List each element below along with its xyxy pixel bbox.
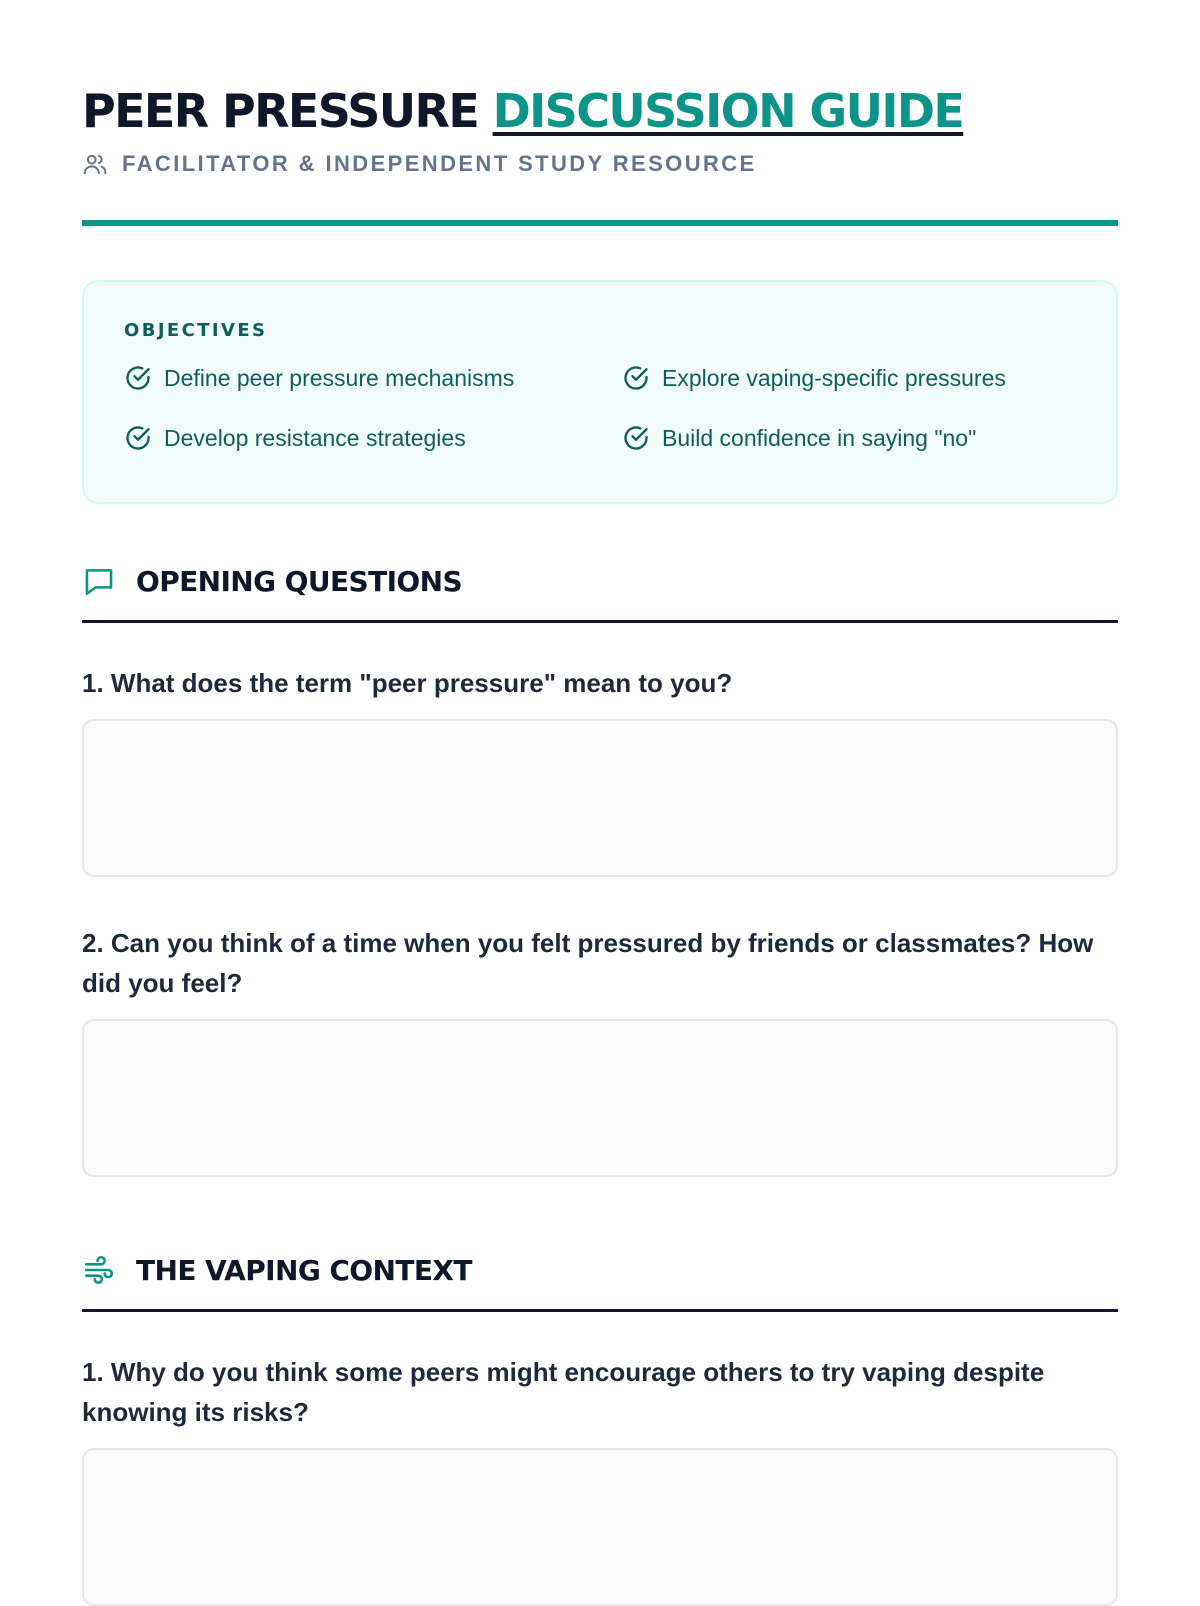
- question-text: 1. Why do you think some peers might encourage others to try vaping despite knowing its risks?: [82, 1357, 1045, 1427]
- question-item: [82, 1352, 1118, 1606]
- check-circle-icon: [124, 424, 152, 452]
- check-circle-icon: [622, 364, 650, 392]
- header-divider: [82, 220, 1118, 226]
- page-subtitle: FACILITATOR & INDEPENDENT STUDY RESOURCE: [122, 151, 757, 176]
- question-item: [82, 923, 1118, 1177]
- message-square-icon: [82, 564, 116, 598]
- page-title: [82, 82, 1118, 140]
- objective-label: Define peer pressure mechanisms: [164, 364, 515, 391]
- objective-item: [622, 359, 1076, 397]
- objective-label: Develop resistance strategies: [164, 424, 466, 451]
- section-header: [82, 560, 1118, 623]
- objective-item: [124, 419, 622, 457]
- users-icon: [82, 151, 108, 177]
- objective-item: [124, 359, 622, 397]
- answer-input[interactable]: [82, 719, 1118, 877]
- question-text: 1. What does the term "peer pressure" mean to you?: [82, 668, 733, 698]
- objective-label: Explore vaping-specific pressures: [662, 364, 1006, 391]
- question-item: [82, 663, 1118, 877]
- answer-input[interactable]: [82, 1019, 1118, 1177]
- subtitle-row: [82, 150, 1118, 178]
- answer-input[interactable]: [82, 1448, 1118, 1606]
- title-accent: DISCUSSION GUIDE: [492, 84, 964, 138]
- section-opening-questions: [82, 560, 1118, 1177]
- section-header: [82, 1249, 1118, 1312]
- section-title: THE VAPING CONTEXT: [136, 1253, 472, 1287]
- question-text: 2. Can you think of a time when you felt pressured by friends or classmates? How did you feel?: [82, 928, 1094, 998]
- section-title: OPENING QUESTIONS: [136, 564, 463, 598]
- objective-item: [622, 419, 1076, 457]
- objective-label: Build confidence in saying "no": [662, 424, 977, 451]
- objectives-panel: [82, 280, 1118, 504]
- section-vaping-context: [82, 1249, 1118, 1606]
- check-circle-icon: [622, 424, 650, 452]
- wind-icon: [82, 1253, 116, 1287]
- check-circle-icon: [124, 364, 152, 392]
- title-main: PEER PRESSURE: [82, 84, 493, 138]
- page-header: [82, 0, 1118, 226]
- objectives-list: [124, 359, 1076, 457]
- objectives-title: OBJECTIVES: [124, 320, 268, 341]
